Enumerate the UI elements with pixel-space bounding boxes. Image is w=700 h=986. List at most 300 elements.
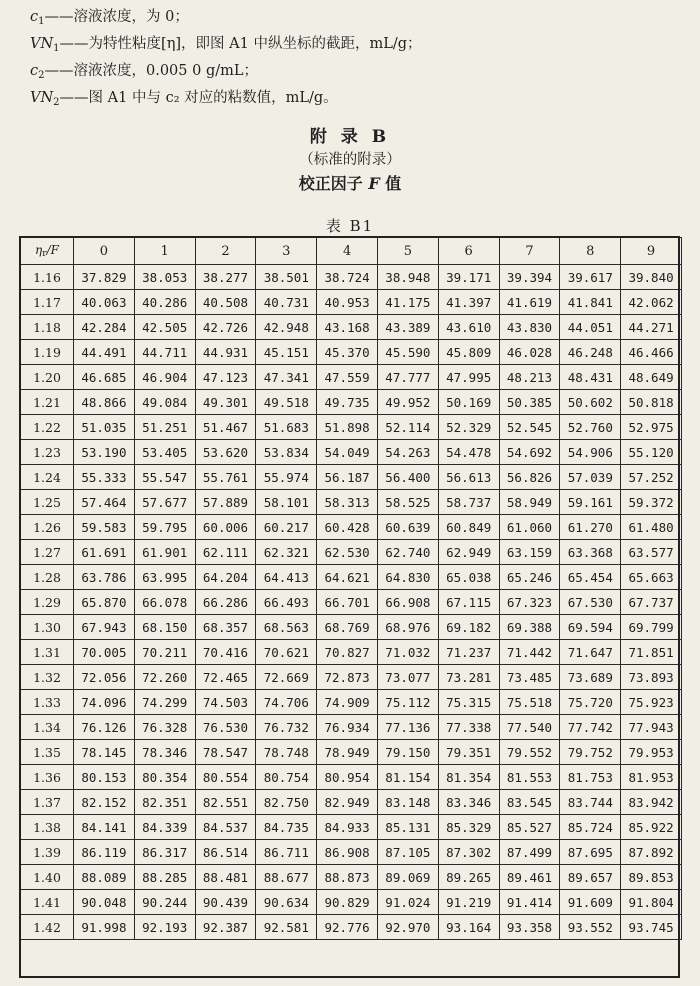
column-header: 3 — [256, 238, 317, 265]
table-cell: 69.594 — [560, 615, 621, 640]
table-cell: 65.038 — [438, 565, 499, 590]
table-cell: 44.491 — [74, 340, 135, 365]
table-cell: 64.413 — [256, 565, 317, 590]
definition-symbol: VN — [30, 90, 54, 106]
table-cell: 77.943 — [621, 715, 682, 740]
table-cell: 82.949 — [317, 790, 378, 815]
table-cell: 74.909 — [317, 690, 378, 715]
table-cell: 57.039 — [560, 465, 621, 490]
table-cell: 57.677 — [134, 490, 195, 515]
table-cell: 89.853 — [621, 865, 682, 890]
table-cell: 43.389 — [377, 315, 438, 340]
table-cell: 49.084 — [134, 390, 195, 415]
table-cell: 63.368 — [560, 540, 621, 565]
table-cell: 64.621 — [317, 565, 378, 590]
table-cell: 76.328 — [134, 715, 195, 740]
table-cell: 67.530 — [560, 590, 621, 615]
table-cell: 73.281 — [438, 665, 499, 690]
table-cell: 77.540 — [499, 715, 560, 740]
table-cell: 49.301 — [195, 390, 256, 415]
row-header: 1.23 — [21, 440, 74, 465]
table-cell: 81.354 — [438, 765, 499, 790]
table-cell: 92.581 — [256, 915, 317, 940]
table-body — [21, 265, 682, 940]
table-cell: 62.321 — [256, 540, 317, 565]
table-cell: 84.141 — [74, 815, 135, 840]
table-cell: 47.341 — [256, 365, 317, 390]
table-cell: 55.547 — [134, 465, 195, 490]
column-header: 4 — [317, 238, 378, 265]
table-cell: 67.323 — [499, 590, 560, 615]
table-cell: 75.923 — [621, 690, 682, 715]
correction-factor-table — [20, 237, 682, 940]
table-cell: 45.590 — [377, 340, 438, 365]
table-cell: 42.726 — [195, 315, 256, 340]
table-cell: 76.732 — [256, 715, 317, 740]
table-cell: 58.737 — [438, 490, 499, 515]
table-cell: 74.503 — [195, 690, 256, 715]
row-header: 1.30 — [21, 615, 74, 640]
table-cell: 62.111 — [195, 540, 256, 565]
table-cell: 69.182 — [438, 615, 499, 640]
table-cell: 85.131 — [377, 815, 438, 840]
row-header: 1.19 — [21, 340, 74, 365]
table-cell: 66.908 — [377, 590, 438, 615]
table-cell: 64.830 — [377, 565, 438, 590]
table-cell: 65.454 — [560, 565, 621, 590]
definition-subscript: 2 — [53, 97, 60, 108]
table-cell: 50.385 — [499, 390, 560, 415]
table-cell: 40.731 — [256, 290, 317, 315]
table-cell: 51.683 — [256, 415, 317, 440]
table-cell: 92.776 — [317, 915, 378, 940]
appendix-note: （标准的附录） — [299, 152, 401, 168]
table-cell: 81.953 — [621, 765, 682, 790]
row-header: 1.17 — [21, 290, 74, 315]
table-cell: 82.750 — [256, 790, 317, 815]
table-cell: 77.136 — [377, 715, 438, 740]
table-cell: 80.354 — [134, 765, 195, 790]
corner-main: η — [35, 243, 43, 257]
table-row — [21, 765, 682, 790]
table-cell: 39.171 — [438, 265, 499, 290]
table-header-row — [21, 238, 682, 265]
table-row — [21, 290, 682, 315]
table-cell: 52.114 — [377, 415, 438, 440]
table-cell: 70.211 — [134, 640, 195, 665]
table-cell: 71.851 — [621, 640, 682, 665]
table-cell: 66.701 — [317, 590, 378, 615]
table-cell: 57.464 — [74, 490, 135, 515]
table-cell: 44.051 — [560, 315, 621, 340]
table-cell: 55.974 — [256, 465, 317, 490]
table-cell: 50.602 — [560, 390, 621, 415]
table-cell: 87.302 — [438, 840, 499, 865]
table-cell: 61.691 — [74, 540, 135, 565]
row-header: 1.37 — [21, 790, 74, 815]
table-cell: 91.219 — [438, 890, 499, 915]
table-cell: 72.465 — [195, 665, 256, 690]
column-header: 1 — [134, 238, 195, 265]
table-cell: 80.954 — [317, 765, 378, 790]
table-cell: 68.769 — [317, 615, 378, 640]
table-cell: 43.168 — [317, 315, 378, 340]
table-row — [21, 465, 682, 490]
table-row — [21, 740, 682, 765]
definition-line — [30, 85, 670, 112]
table-cell: 65.663 — [621, 565, 682, 590]
table-cell: 86.514 — [195, 840, 256, 865]
table-cell: 75.315 — [438, 690, 499, 715]
table-row — [21, 615, 682, 640]
section-title — [0, 171, 700, 194]
table-cell: 68.150 — [134, 615, 195, 640]
table-cell: 49.735 — [317, 390, 378, 415]
table-cell: 40.286 — [134, 290, 195, 315]
table-cell: 52.760 — [560, 415, 621, 440]
table-cell: 54.263 — [377, 440, 438, 465]
table-cell: 47.123 — [195, 365, 256, 390]
table-cell: 76.126 — [74, 715, 135, 740]
table-cell: 80.153 — [74, 765, 135, 790]
table-cell: 40.063 — [74, 290, 135, 315]
table-row — [21, 915, 682, 940]
table-cell: 83.942 — [621, 790, 682, 815]
table-cell: 54.049 — [317, 440, 378, 465]
table-cell: 74.299 — [134, 690, 195, 715]
table-cell: 61.901 — [134, 540, 195, 565]
table-cell: 39.840 — [621, 265, 682, 290]
table-cell: 44.931 — [195, 340, 256, 365]
table-cell: 67.115 — [438, 590, 499, 615]
table-cell: 64.204 — [195, 565, 256, 590]
table-cell: 91.998 — [74, 915, 135, 940]
table-cell: 72.260 — [134, 665, 195, 690]
table-cell: 48.649 — [621, 365, 682, 390]
table-cell: 84.735 — [256, 815, 317, 840]
table-cell: 88.873 — [317, 865, 378, 890]
table-cell: 84.933 — [317, 815, 378, 840]
table-cell: 53.834 — [256, 440, 317, 465]
table-cell: 71.647 — [560, 640, 621, 665]
table-cell: 80.754 — [256, 765, 317, 790]
table-cell: 72.056 — [74, 665, 135, 690]
definition-symbol: VN — [30, 36, 54, 52]
table-cell: 65.246 — [499, 565, 560, 590]
table-cell: 90.244 — [134, 890, 195, 915]
table-cell: 47.995 — [438, 365, 499, 390]
row-header: 1.24 — [21, 465, 74, 490]
column-header: 7 — [499, 238, 560, 265]
table-cell: 79.351 — [438, 740, 499, 765]
table-cell: 50.169 — [438, 390, 499, 415]
table-cell: 59.161 — [560, 490, 621, 515]
table-cell: 42.948 — [256, 315, 317, 340]
table-cell: 41.397 — [438, 290, 499, 315]
table-cell: 59.795 — [134, 515, 195, 540]
table-cell: 49.518 — [256, 390, 317, 415]
table-cell: 48.213 — [499, 365, 560, 390]
table-cell: 92.387 — [195, 915, 256, 940]
table-cell: 75.518 — [499, 690, 560, 715]
table-cell: 92.193 — [134, 915, 195, 940]
table-cell: 78.547 — [195, 740, 256, 765]
table-cell: 86.119 — [74, 840, 135, 865]
definition-text: ——溶液浓度，0.005 0 g/mL； — [44, 63, 258, 79]
table-cell: 51.898 — [317, 415, 378, 440]
table-cell: 84.339 — [134, 815, 195, 840]
table-cell: 40.953 — [317, 290, 378, 315]
table-row — [21, 665, 682, 690]
table-cell: 48.866 — [74, 390, 135, 415]
section-title-prefix: 校正因子 — [298, 174, 369, 193]
table-row — [21, 415, 682, 440]
table-cell: 87.892 — [621, 840, 682, 865]
table-cell: 90.048 — [74, 890, 135, 915]
table-cell: 63.786 — [74, 565, 135, 590]
table-cell: 54.478 — [438, 440, 499, 465]
table-cell: 57.252 — [621, 465, 682, 490]
table-cell: 85.724 — [560, 815, 621, 840]
table-cell: 46.028 — [499, 340, 560, 365]
table-cell: 66.286 — [195, 590, 256, 615]
table-cell: 59.372 — [621, 490, 682, 515]
table-cell: 69.799 — [621, 615, 682, 640]
table-cell: 76.934 — [317, 715, 378, 740]
table-cell: 55.761 — [195, 465, 256, 490]
table-cell: 81.553 — [499, 765, 560, 790]
table-cell: 42.284 — [74, 315, 135, 340]
table-cell: 45.151 — [256, 340, 317, 365]
table-cell: 87.499 — [499, 840, 560, 865]
table-cell: 46.466 — [621, 340, 682, 365]
table-cell: 39.394 — [499, 265, 560, 290]
table-cell: 91.804 — [621, 890, 682, 915]
table-cell: 88.677 — [256, 865, 317, 890]
table-cell: 88.285 — [134, 865, 195, 890]
table-cell: 91.609 — [560, 890, 621, 915]
table-cell: 73.485 — [499, 665, 560, 690]
table-cell: 89.069 — [377, 865, 438, 890]
table-cell: 74.706 — [256, 690, 317, 715]
table-cell: 71.237 — [438, 640, 499, 665]
table-cell: 47.777 — [377, 365, 438, 390]
table-cell: 60.217 — [256, 515, 317, 540]
table-cell: 77.338 — [438, 715, 499, 740]
table-cell: 71.032 — [377, 640, 438, 665]
table-cell: 52.329 — [438, 415, 499, 440]
table-cell: 44.271 — [621, 315, 682, 340]
table-cell: 52.545 — [499, 415, 560, 440]
definition-subscript: 2 — [38, 70, 45, 81]
row-header: 1.21 — [21, 390, 74, 415]
row-header: 1.26 — [21, 515, 74, 540]
table-row — [21, 815, 682, 840]
table-cell: 93.164 — [438, 915, 499, 940]
table-cell: 74.096 — [74, 690, 135, 715]
table-cell: 55.333 — [74, 465, 135, 490]
table-cell: 53.405 — [134, 440, 195, 465]
table-row — [21, 390, 682, 415]
table-cell: 93.358 — [499, 915, 560, 940]
table-cell: 73.893 — [621, 665, 682, 690]
table-cell: 42.062 — [621, 290, 682, 315]
table-cell: 90.829 — [317, 890, 378, 915]
appendix-title: 附 录 B — [309, 127, 391, 147]
table-cell: 89.265 — [438, 865, 499, 890]
table-cell: 65.870 — [74, 590, 135, 615]
table-cell: 37.829 — [74, 265, 135, 290]
table-cell: 68.357 — [195, 615, 256, 640]
table-cell: 73.077 — [377, 665, 438, 690]
table-cell: 79.752 — [560, 740, 621, 765]
row-header: 1.25 — [21, 490, 74, 515]
table-cell: 85.922 — [621, 815, 682, 840]
table-cell: 88.481 — [195, 865, 256, 890]
table-cell: 82.152 — [74, 790, 135, 815]
definition-text: ——溶液浓度，为 0； — [44, 9, 189, 25]
table-cell: 63.159 — [499, 540, 560, 565]
row-header: 1.28 — [21, 565, 74, 590]
table-cell: 81.753 — [560, 765, 621, 790]
column-header: 2 — [195, 238, 256, 265]
table-cell: 54.906 — [560, 440, 621, 465]
table-cell: 38.948 — [377, 265, 438, 290]
table-cell: 86.317 — [134, 840, 195, 865]
table-cell: 78.748 — [256, 740, 317, 765]
table-cell: 90.439 — [195, 890, 256, 915]
table-cell: 45.809 — [438, 340, 499, 365]
table-cell: 56.613 — [438, 465, 499, 490]
table-cell: 86.908 — [317, 840, 378, 865]
table-cell: 43.830 — [499, 315, 560, 340]
table-cell: 63.577 — [621, 540, 682, 565]
table-cell: 78.145 — [74, 740, 135, 765]
table-cell: 83.744 — [560, 790, 621, 815]
table-cell: 70.005 — [74, 640, 135, 665]
table-row — [21, 865, 682, 890]
row-header: 1.20 — [21, 365, 74, 390]
table-cell: 41.175 — [377, 290, 438, 315]
table-row — [21, 315, 682, 340]
table-cell: 56.826 — [499, 465, 560, 490]
column-header: 5 — [377, 238, 438, 265]
table-cell: 58.949 — [499, 490, 560, 515]
table-cell: 51.251 — [134, 415, 195, 440]
table-row — [21, 440, 682, 465]
definition-line — [30, 4, 670, 31]
row-header: 1.41 — [21, 890, 74, 915]
table-row — [21, 490, 682, 515]
table-cell: 93.552 — [560, 915, 621, 940]
row-header: 1.36 — [21, 765, 74, 790]
section-title-symbol: F — [368, 174, 380, 193]
table-row — [21, 890, 682, 915]
table-cell: 62.949 — [438, 540, 499, 565]
table-cell: 67.943 — [74, 615, 135, 640]
table-cell: 41.841 — [560, 290, 621, 315]
column-header: 8 — [560, 238, 621, 265]
row-header: 1.33 — [21, 690, 74, 715]
table-cell: 48.431 — [560, 365, 621, 390]
table-cell: 53.620 — [195, 440, 256, 465]
row-header: 1.35 — [21, 740, 74, 765]
table-cell: 72.873 — [317, 665, 378, 690]
table-row — [21, 565, 682, 590]
definition-text: ——为特性粘度[η]，即图 A1 中纵坐标的截距，mL/g； — [59, 36, 422, 52]
table-cell: 40.508 — [195, 290, 256, 315]
table-row — [21, 640, 682, 665]
table-cell: 84.537 — [195, 815, 256, 840]
table-cell: 90.634 — [256, 890, 317, 915]
table-cell: 68.976 — [377, 615, 438, 640]
table-cell: 38.053 — [134, 265, 195, 290]
row-header: 1.16 — [21, 265, 74, 290]
table-cell: 76.530 — [195, 715, 256, 740]
row-header: 1.27 — [21, 540, 74, 565]
table-cell: 77.742 — [560, 715, 621, 740]
table-cell: 78.346 — [134, 740, 195, 765]
row-header: 1.22 — [21, 415, 74, 440]
row-header: 1.42 — [21, 915, 74, 940]
table-cell: 62.530 — [317, 540, 378, 565]
table-cell: 46.904 — [134, 365, 195, 390]
column-header: 6 — [438, 238, 499, 265]
table-cell: 66.078 — [134, 590, 195, 615]
table-cell: 58.313 — [317, 490, 378, 515]
table-cell: 50.818 — [621, 390, 682, 415]
row-header: 1.38 — [21, 815, 74, 840]
table-cell: 59.583 — [74, 515, 135, 540]
table-cell: 79.552 — [499, 740, 560, 765]
definition-symbol: c — [30, 63, 39, 79]
table-cell: 70.416 — [195, 640, 256, 665]
definition-line — [30, 31, 670, 58]
table-cell: 73.689 — [560, 665, 621, 690]
table-row — [21, 590, 682, 615]
table-cell: 89.657 — [560, 865, 621, 890]
table-cell: 54.692 — [499, 440, 560, 465]
row-header: 1.18 — [21, 315, 74, 340]
table-cell: 83.346 — [438, 790, 499, 815]
table-row — [21, 540, 682, 565]
row-header: 1.40 — [21, 865, 74, 890]
table-cell: 87.695 — [560, 840, 621, 865]
table-label: 表 B1 — [325, 217, 375, 235]
table-cell: 83.545 — [499, 790, 560, 815]
definition-text: ——图 A1 中与 c₂ 对应的粘数值，mL/g。 — [59, 90, 338, 106]
table-cell: 80.554 — [195, 765, 256, 790]
table-cell: 57.889 — [195, 490, 256, 515]
table-cell: 46.685 — [74, 365, 135, 390]
table-cell: 63.995 — [134, 565, 195, 590]
table-cell: 93.745 — [621, 915, 682, 940]
table-cell: 45.370 — [317, 340, 378, 365]
table-cell: 68.563 — [256, 615, 317, 640]
row-header: 1.32 — [21, 665, 74, 690]
table-cell: 81.154 — [377, 765, 438, 790]
table-cell: 61.270 — [560, 515, 621, 540]
table-cell: 79.150 — [377, 740, 438, 765]
table-cell: 88.089 — [74, 865, 135, 890]
table-cell: 61.060 — [499, 515, 560, 540]
table-cell: 91.414 — [499, 890, 560, 915]
table-cell: 86.711 — [256, 840, 317, 865]
table-cell: 87.105 — [377, 840, 438, 865]
table-cell: 91.024 — [377, 890, 438, 915]
table-cell: 44.711 — [134, 340, 195, 365]
table-cell: 72.669 — [256, 665, 317, 690]
